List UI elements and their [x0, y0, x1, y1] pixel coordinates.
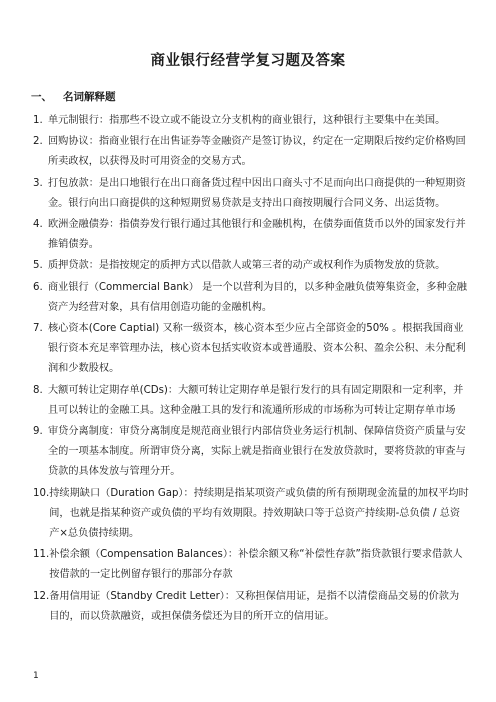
- list-item: [33, 545, 469, 585]
- list-item: [33, 381, 469, 421]
- list-item: [33, 319, 469, 380]
- list-item: [33, 422, 469, 483]
- item-number: 3.: [33, 177, 43, 189]
- section-number: 一、: [31, 91, 52, 103]
- document-title: 商业银行经营学复习题及答案: [150, 53, 346, 69]
- item-number: 6.: [33, 281, 43, 293]
- item-number: 2.: [33, 136, 43, 148]
- definition-list: [33, 111, 469, 628]
- item-number: 7.: [33, 323, 43, 335]
- item-text: 欧洲金融债券：指债券发行银行通过其他银行和金融机构，在债券面值货币以外的国家发行并推销债券。: [48, 219, 466, 251]
- item-text: 审贷分离制度：审贷分离制度是规范商业银行内部信贷业务运行机制、保障信贷资产质量与安全的一项基本制度。所谓审贷分离，实际上就是指商业银行在发放贷款时，要将贷款的审查与贷款的具体发放与管理分开。: [48, 426, 466, 478]
- list-item: [33, 174, 469, 214]
- item-text: 持续期缺口（Duration Gap）：持续期是指某项资产或负债的所有预期现金流量的加权平均时间，也就是指某种资产或负债的平均有效期限。持效期缺口等于总资产持续期-总负债 / 总资产×总负债持续期。: [49, 487, 469, 540]
- section-label: 名词解释题: [63, 91, 116, 103]
- item-number: 10.: [33, 487, 50, 499]
- item-text: 备用信用证（Standby Credit Letter）：又称担保信用证，是指不以清偿商品交易的价款为目的，而以贷款融资，或担保债务偿还为目的所开立的信用证。: [49, 590, 460, 622]
- item-text: 单元制银行：指那些不设立或不能设立分支机构的商业银行，这种银行主要集中在美国。: [48, 115, 446, 126]
- item-number: 12.: [33, 590, 50, 602]
- item-text: 商业银行（Commercial Bank） 是一个以营利为目的，以多种金融负债筹集资金，多种金融资产为经营对象，具有信用创造功能的金融机构。: [48, 281, 467, 313]
- page-number: 1: [33, 671, 39, 681]
- item-number: 8.: [33, 384, 43, 396]
- list-item: [33, 132, 469, 172]
- item-number: 5.: [33, 260, 43, 272]
- item-text: 回购协议：指商业银行在出售证券等金融资产是签订协议，约定在一定期限后按约定价格购回所卖政权，以获得及时可用资金的交易方式。: [48, 136, 466, 168]
- item-number: 4.: [33, 219, 43, 231]
- item-text: 核心资本(Core Captial) 又称一级资本，核心资本至少应占全部资金的50% 。根据我国商业银行资本充足率管理办法，核心资本包括实收资本或普通股、资本公积、盈余公积、未分配利润和少数股权。: [48, 323, 466, 375]
- list-item: [33, 215, 469, 255]
- item-text: 大额可转让定期存单(CDs)：大额可转让定期存单是银行发行的具有固定期限和一定利率，并且可以转让的金融工具。这种金融工具的发行和流通所形成的市场称为可转让定期存单市场: [48, 384, 464, 416]
- item-text: 补偿余额（Compensation Balances）：补偿余额又称“补偿性存款”指贷款银行要求借款人按借款的一定比例留存银行的那部分存款: [49, 549, 463, 581]
- list-item: [33, 111, 469, 131]
- item-number: 1.: [33, 115, 43, 126]
- list-item: [33, 256, 469, 276]
- section-heading: [31, 89, 116, 104]
- item-number: 11.: [33, 549, 50, 561]
- item-text: 打包放款：是出口地银行在出口商备货过程中因出口商头寸不足而向出口商提供的一种短期资金。银行向出口商提供的这种短期贸易贷款是支持出口商按期履行合同义务、出运货物。: [48, 177, 466, 209]
- item-number: 9.: [33, 426, 43, 438]
- list-item: [33, 278, 469, 318]
- list-item: [33, 484, 469, 545]
- item-text: 质押贷款：是指按规定的质押方式以借款人或第三者的动产或权利作为质物发放的贷款。: [48, 260, 446, 272]
- list-item: [33, 587, 469, 627]
